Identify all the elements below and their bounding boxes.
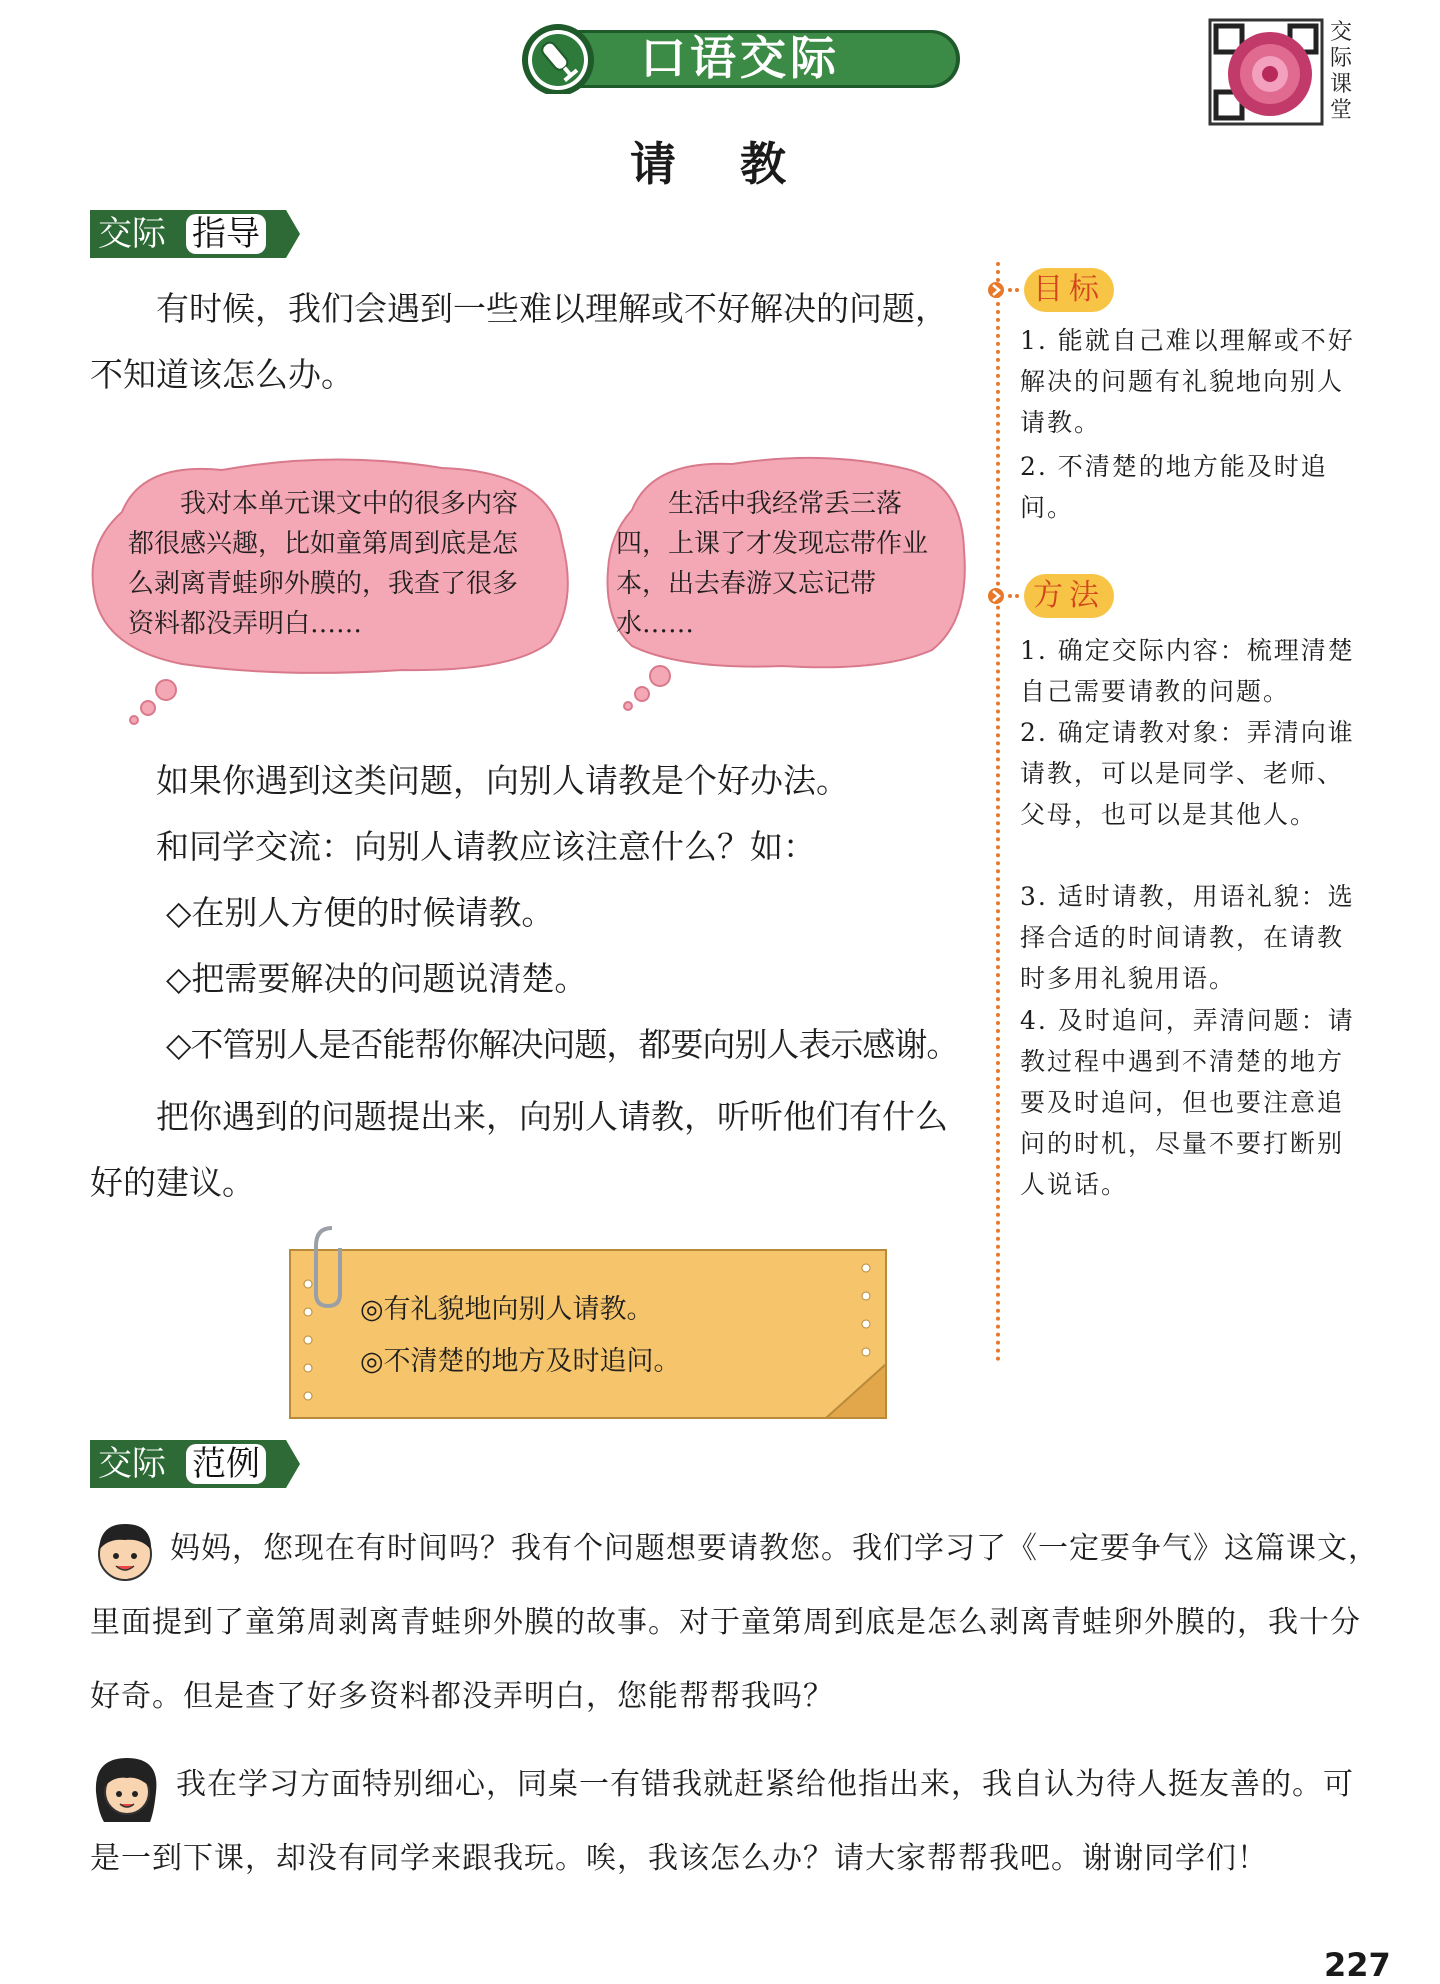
- guide-header-part1: 交际: [98, 214, 166, 254]
- example-dialogue-1: 妈妈，您现在有时间吗？我有个问题想要请教您。我们学习了《一定要争气》这篇课文，里面提到了童第周剥离青蛙卵外膜的故事。对于童第周到底是怎么剥离青蛙卵外膜的，我十分好奇。但是查了好多资料都没弄明白，您能帮帮我吗？: [90, 1531, 1379, 1714]
- chevron-right-icon: [986, 278, 1020, 302]
- example-header-part2: 范例: [186, 1444, 266, 1484]
- method-item: 4. 及时追问，弄清问题：请教过程中遇到不清楚的地方要及时追问，但也要注意追问的时机，尽量不要打断别人说话。: [1020, 1006, 1355, 1199]
- qr-label: 交际课堂: [1330, 20, 1353, 123]
- page-number: 227: [1324, 1946, 1391, 1984]
- intro-paragraph: 有时候，我们会遇到一些难以理解或不好解决的问题，不知道该怎么办。: [90, 289, 948, 394]
- note-item: ◎不清楚的地方及时追问。: [360, 1346, 681, 1377]
- method-tag: 方法: [1024, 574, 1114, 618]
- page-title: 请 教: [629, 137, 810, 191]
- method-item: 3. 适时请教，用语礼貌：选择合适的时间请教，在请教时多用礼貌用语。: [1020, 882, 1355, 993]
- sidebar-dotted-line: [996, 262, 1000, 1362]
- closing-paragraph: 把你遇到的问题提出来，向别人请教，听听他们有什么好的建议。: [90, 1097, 948, 1202]
- note-item: ◎有礼貌地向别人请教。: [360, 1294, 654, 1325]
- bubble-right-text: 生活中我经常丢三落四，上课了才发现忘带作业本，出去春游又忘记带水……: [616, 489, 929, 639]
- method-item: 1. 确定交际内容：梳理清楚自己需要请教的问题。: [1020, 636, 1355, 706]
- bubble-left-text: 我对本单元课文中的很多内容都很感兴趣，比如童第周到底是怎么剥离青蛙卵外膜的，我查了很多资料都没弄明白……: [128, 489, 519, 639]
- banner-title: 口语交际: [640, 31, 840, 85]
- method-item: 2. 确定请教对象：弄清向谁请教，可以是同学、老师、父母，也可以是其他人。: [1020, 718, 1355, 829]
- goal-tag: 目标: [1024, 268, 1114, 312]
- goal-item: 2. 不清楚的地方能及时追问。: [1020, 452, 1328, 522]
- bullet-item: ◇不管别人是否能帮你解决问题，都要向别人表示感谢。: [166, 1025, 959, 1064]
- example-dialogue-2: 我在学习方面特别细心，同桌一有错我就赶紧给他指出来，我自认为待人挺友善的。可是一到下课，却没有同学来跟我玩。唉，我该怎么办？请大家帮帮我吧。谢谢同学们！: [90, 1767, 1354, 1876]
- chevron-right-icon: [986, 584, 1020, 608]
- bullet-item: ◇在别人方便的时候请教。: [166, 893, 555, 932]
- body-line-2: 和同学交流：向别人请教应该注意什么？如：: [156, 827, 816, 866]
- example-section-header: [90, 1440, 300, 1488]
- guide-header-part2: 指导: [186, 214, 266, 254]
- example-header-part1: 交际: [98, 1444, 166, 1484]
- body-line-1: 如果你遇到这类问题，向别人请教是个好办法。: [156, 761, 849, 800]
- bullet-item: ◇把需要解决的问题说清楚。: [166, 959, 588, 998]
- goal-item: 1. 能就自己难以理解或不好解决的问题有礼貌地向别人请教。: [1020, 326, 1355, 437]
- qr-code-icon[interactable]: [1208, 18, 1324, 126]
- guide-section-header: [90, 210, 300, 258]
